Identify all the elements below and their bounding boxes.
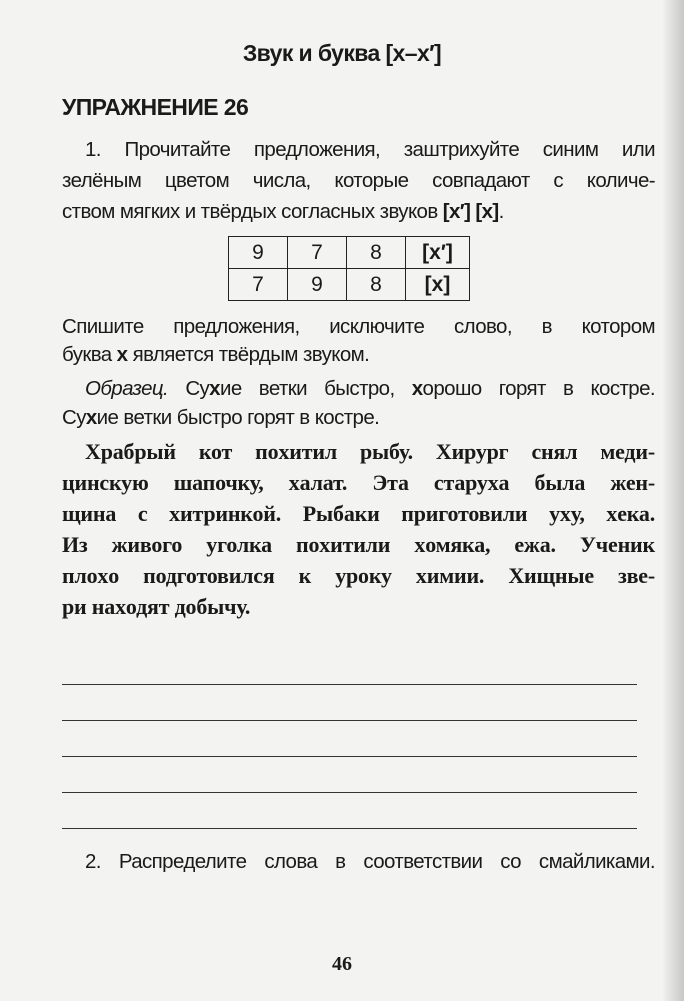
page-edge-shadow (662, 0, 684, 1001)
writing-line[interactable] (62, 792, 637, 793)
story-line: плохо подготовился к уроку химии. Хищные зве- (62, 563, 655, 588)
page-title: Звук и буква [х–х′] (242, 40, 442, 66)
table-row (229, 237, 470, 269)
table-row (229, 269, 470, 301)
text: орошо горят в костре. (422, 377, 655, 400)
writing-line[interactable] (62, 684, 637, 685)
task1-line: 1. Прочитайте предложения, заштрихуйте синим или (85, 138, 655, 161)
table-cell[interactable]: 7 (229, 269, 288, 301)
table-cell[interactable]: 8 (347, 269, 406, 301)
table-row-header: [х] (406, 269, 470, 301)
instruction-line: Спишите предложения, исключите слово, в котором (62, 315, 655, 338)
story-line: Храбрый кот похитил рыбу. Хирург снял меди- (85, 439, 655, 464)
letter: х (85, 406, 97, 429)
text: . (498, 200, 504, 223)
task2-line: 2. Распределите слова в соответствии со смайликами. (85, 850, 655, 873)
table-cell[interactable]: 9 (288, 269, 347, 301)
table-row-header: [х′] (406, 237, 470, 269)
letter: х (209, 377, 220, 400)
story-line: щина с хитринкой. Рыбаки приготовили уху, хека. (62, 501, 655, 526)
sample-line (85, 376, 655, 402)
text: Су (168, 377, 210, 400)
sample-label: Образец. (85, 377, 169, 400)
sound-notation: [х′] [х] (442, 200, 499, 223)
instruction-line (62, 342, 655, 368)
story-line: цинскую шапочку, халат. Эта старуха была жен- (62, 470, 656, 495)
text: буква (62, 343, 117, 366)
page-number: 46 (332, 953, 352, 975)
text: ие ветки быстро, (219, 377, 412, 400)
text: ие ветки быстро горят в костре. (96, 406, 380, 429)
writing-line[interactable] (62, 828, 637, 829)
writing-line[interactable] (62, 756, 637, 757)
story-line: ри находят добычу. (62, 594, 251, 619)
story-line: Из живого уголка похитили хомяка, ежа. Ученик (62, 532, 656, 557)
text: ством мягких и твёрдых согласных звуков (62, 200, 443, 223)
exercise-heading: УПРАЖНЕНИЕ 26 (62, 94, 249, 120)
letter: х (116, 343, 128, 366)
letter: х (411, 377, 423, 400)
sample-line (62, 405, 655, 431)
table-cell[interactable]: 9 (229, 237, 288, 269)
numbers-table (228, 236, 470, 301)
task1-line (62, 199, 655, 225)
writing-line[interactable] (62, 720, 637, 721)
table-cell[interactable]: 7 (288, 237, 347, 269)
table-cell[interactable]: 8 (347, 237, 406, 269)
task1-line: зелёным цветом числа, которые совпадают с количе- (62, 169, 655, 192)
text: Су (62, 406, 86, 429)
text: является твёрдым звуком. (127, 343, 370, 366)
